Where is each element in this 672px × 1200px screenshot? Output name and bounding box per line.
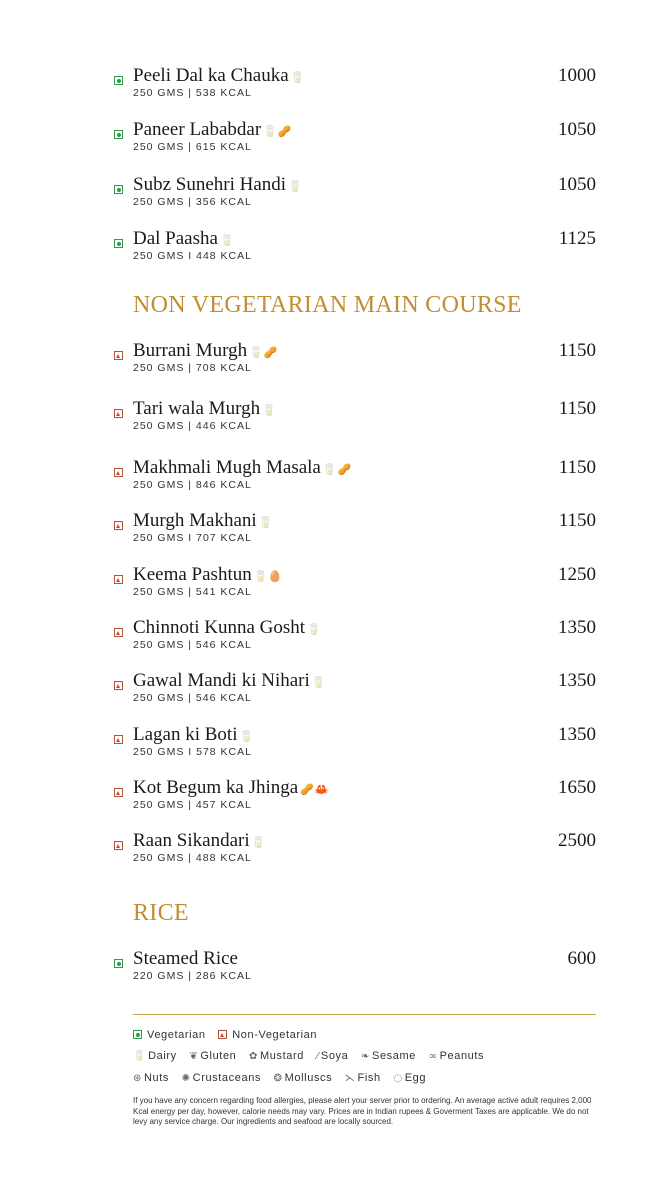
non-vegetarian-mark-icon <box>114 628 123 637</box>
legend-vegetarian: Vegetarian <box>133 1029 206 1041</box>
section-title-non-veg: NON VEGETARIAN MAIN COURSE <box>133 292 522 318</box>
non-vegetarian-mark-icon <box>114 841 123 850</box>
item-price: 600 <box>567 948 596 969</box>
item-name: Keema Pashtun <box>133 564 252 585</box>
mustard-icon: ✿ <box>249 1051 259 1062</box>
non-vegetarian-mark-icon <box>114 575 123 584</box>
item-name: Dal Paasha <box>133 228 218 249</box>
allergen-legend <box>133 1072 435 1084</box>
item-price: 1150 <box>558 398 596 419</box>
item-meta: 250 GMS I 448 KCAL <box>133 250 252 262</box>
item-meta: 250 GMS | 538 KCAL <box>133 87 252 99</box>
menu-item <box>114 617 596 668</box>
item-price: 1250 <box>558 564 596 585</box>
menu-item <box>114 510 596 561</box>
menu-item <box>114 119 596 170</box>
nuts-icon: ⊛ <box>133 1073 142 1084</box>
molluscs-icon: ❂ <box>273 1073 283 1084</box>
item-meta: 250 GMS | 615 KCAL <box>133 141 252 153</box>
dairy-icon: 🥛 <box>288 180 303 193</box>
gluten-icon: ❦ <box>189 1051 199 1062</box>
item-price: 1150 <box>558 457 596 478</box>
menu-item <box>114 340 596 391</box>
item-meta: 250 GMS | 546 KCAL <box>133 692 252 704</box>
item-name: Raan Sikandari <box>133 830 250 851</box>
legend-fish: ⋋ Fish <box>344 1072 381 1084</box>
menu-item <box>114 174 596 225</box>
legend-sesame: ❧ Sesame <box>361 1050 416 1062</box>
menu-item <box>114 670 596 721</box>
item-name: Lagan ki Boti <box>133 724 238 745</box>
non-vegetarian-mark-icon <box>114 468 123 477</box>
sesame-icon: ❧ <box>361 1051 371 1062</box>
item-price: 1650 <box>558 777 596 798</box>
menu-item <box>114 948 596 999</box>
item-name: Kot Begum ka Jhinga <box>133 777 299 798</box>
menu-item <box>114 457 596 508</box>
item-name: Tari wala Murgh <box>133 398 261 419</box>
item-price: 2500 <box>558 830 596 851</box>
allergen-icons: 🥛🥜 <box>322 463 353 476</box>
item-meta: 250 GMS | 446 KCAL <box>133 420 252 432</box>
item-name: Gawal Mandi ki Nihari <box>133 670 310 691</box>
item-name: Paneer Lababdar <box>133 119 262 140</box>
vegetarian-mark-icon <box>114 185 123 194</box>
legend-nuts: ⊛ Nuts <box>133 1072 170 1084</box>
soya-icon: ⁄ <box>316 1051 319 1062</box>
item-name: Subz Sunehri Handi <box>133 174 287 195</box>
dairy-icon: 🥛 <box>258 516 274 529</box>
legend-non-vegetarian: Non-Vegetarian <box>218 1029 317 1041</box>
item-meta: 220 GMS | 286 KCAL <box>133 970 252 982</box>
divider <box>133 1014 596 1015</box>
vegetarian-mark-icon <box>114 130 123 139</box>
item-meta: 250 GMS | 356 KCAL <box>133 196 252 208</box>
legend-molluscs: ❂ Molluscs <box>273 1072 333 1084</box>
legend-soya: ⁄ Soya <box>316 1050 349 1062</box>
legend-crustaceans: ✺ Crustaceans <box>181 1072 262 1084</box>
dairy-icon: 🥛 <box>307 623 322 636</box>
disclaimer-text: If you have any concern regarding food allergies, please alert your server prior to ordering. An average active adult requires 2,000 Kcal energy per day, however, calorie needs may vary. Prices are in Indian rupees & Goverment Taxes are applicable. We do not levy any service charge. Our ingredients and seafood are locally sourced. <box>133 1096 592 1126</box>
non-vegetarian-mark-icon <box>114 521 123 530</box>
crustaceans-icon: ✺ <box>181 1073 191 1084</box>
peanuts-icon: ∞ <box>428 1051 438 1062</box>
item-price: 1150 <box>558 340 596 361</box>
non-vegetarian-mark-icon <box>114 735 123 744</box>
dairy-icon: 🥛 <box>219 234 235 247</box>
allergen-icons: 🥛🥚 <box>253 570 284 583</box>
item-price: 1050 <box>558 119 596 140</box>
item-meta: 250 GMS I 707 KCAL <box>133 532 252 544</box>
dairy-icon: 🥛 <box>251 836 267 849</box>
item-name: Murgh Makhani <box>133 510 257 531</box>
vegetarian-mark-icon <box>114 76 123 85</box>
item-meta: 250 GMS | 708 KCAL <box>133 362 252 374</box>
menu-item <box>114 228 596 279</box>
legend-gluten: ❦ Gluten <box>189 1050 237 1062</box>
menu-item <box>114 65 596 116</box>
allergen-icons: 🥜🦀 <box>300 783 330 796</box>
menu-item <box>114 777 596 828</box>
menu-item <box>114 724 596 775</box>
dairy-icon: 🥛 <box>262 404 277 417</box>
diet-legend <box>133 1029 326 1041</box>
fish-icon: ⋋ <box>344 1073 356 1084</box>
legend-mustard: ✿ Mustard <box>249 1050 304 1062</box>
item-price: 1125 <box>558 228 596 249</box>
non-vegetarian-mark-icon <box>114 681 123 690</box>
menu-item <box>114 830 596 881</box>
legend-dairy: 🥛 Dairy <box>133 1050 177 1062</box>
dairy-icon: 🥛 <box>133 1051 147 1062</box>
allergen-icons: 🥛🥜 <box>249 346 279 359</box>
allergen-legend <box>133 1050 493 1062</box>
item-price: 1350 <box>558 670 596 691</box>
allergen-icons: 🥛🥜 <box>263 125 293 138</box>
item-meta: 250 GMS I 578 KCAL <box>133 746 252 758</box>
item-price: 1050 <box>558 174 596 195</box>
non-vegetarian-mark-icon <box>218 1030 227 1039</box>
dairy-icon: 🥛 <box>290 71 306 84</box>
non-vegetarian-mark-icon <box>114 351 123 360</box>
non-vegetarian-mark-icon <box>114 409 123 418</box>
menu-item <box>114 564 596 615</box>
non-vegetarian-mark-icon <box>114 788 123 797</box>
legend-egg: ◌ Egg <box>393 1072 427 1084</box>
item-price: 1150 <box>558 510 596 531</box>
menu-item <box>114 398 596 449</box>
item-meta: 250 GMS | 457 KCAL <box>133 799 252 811</box>
item-name: Makhmali Mugh Masala <box>133 457 321 478</box>
section-title-rice: RICE <box>133 900 189 926</box>
dairy-icon: 🥛 <box>311 676 327 689</box>
item-name: Burrani Murgh <box>133 340 248 361</box>
item-name: Peeli Dal ka Chauka <box>133 65 289 86</box>
item-price: 1350 <box>558 724 596 745</box>
item-meta: 250 GMS | 488 KCAL <box>133 852 252 864</box>
item-price: 1350 <box>558 617 596 638</box>
item-name: Chinnoti Kunna Gosht <box>133 617 306 638</box>
legend-peanuts: ∞ Peanuts <box>428 1050 485 1062</box>
dairy-icon: 🥛 <box>239 730 255 743</box>
vegetarian-mark-icon <box>114 959 123 968</box>
vegetarian-mark-icon <box>114 239 123 248</box>
item-name: Steamed Rice <box>133 948 238 969</box>
item-meta: 250 GMS | 541 KCAL <box>133 586 252 598</box>
item-price: 1000 <box>558 65 596 86</box>
egg-icon: ◌ <box>393 1073 403 1084</box>
item-meta: 250 GMS | 546 KCAL <box>133 639 252 651</box>
item-meta: 250 GMS | 846 KCAL <box>133 479 252 491</box>
vegetarian-mark-icon <box>133 1030 142 1039</box>
